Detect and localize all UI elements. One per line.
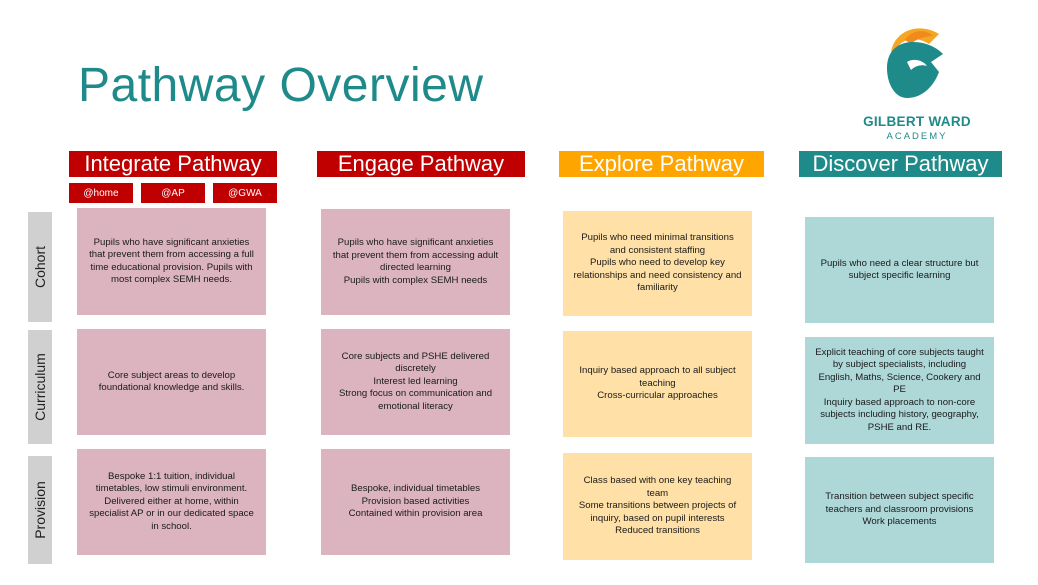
cell-curriculum-explore: Inquiry based approach to all subject teaching Cross-curricular approaches (563, 331, 752, 437)
cell-provision-integrate: Bespoke 1:1 tuition, individual timetables, low stimuli environment. Delivered either at home, within specialist AP or in our dedicated space in school. (77, 449, 266, 555)
row-label-provision: Provision (28, 456, 52, 564)
cell-provision-explore: Class based with one key teaching team Some transitions between projects of inquiry, based on pupil interests Reduced transitions (563, 453, 752, 560)
page-title: Pathway Overview (78, 59, 484, 112)
row-label-cohort: Cohort (28, 212, 52, 322)
cell-curriculum-engage: Core subjects and PSHE delivered discretely Interest led learning Strong focus on communication and emotional literacy (321, 329, 510, 435)
cell-cohort-discover: Pupils who need a clear structure but subject specific learning (805, 217, 994, 323)
engage-pathway-header: Engage Pathway (317, 151, 525, 177)
cell-provision-engage: Bespoke, individual timetables Provision based activities Contained within provision area (321, 449, 510, 555)
explore-pathway-header: Explore Pathway (559, 151, 764, 177)
tag-home: @home (69, 183, 133, 203)
logo-subtitle: ACADEMY (886, 131, 948, 142)
row-label-curriculum: Curriculum (28, 330, 52, 444)
cell-provision-discover: Transition between subject specific teachers and classroom provisions Work placements (805, 457, 994, 563)
cell-curriculum-discover: Explicit teaching of core subjects taught by subject specialists, including English, Maths, Science, Cookery and PE Inquiry based approach to non-core subjects including history, geography, PSHE and RE. (805, 337, 994, 444)
cell-curriculum-integrate: Core subject areas to develop foundational knowledge and skills. (77, 329, 266, 435)
cell-cohort-explore: Pupils who need minimal transitions and consistent staffing Pupils who need to develop key relationships and need consistency and familiarity (563, 211, 752, 316)
integrate-pathway-header: Integrate Pathway (69, 151, 277, 177)
cell-cohort-engage: Pupils who have significant anxieties that prevent them from accessing adult directed learning Pupils with complex SEMH needs (321, 209, 510, 315)
tag-ap: @AP (141, 183, 205, 203)
academy-logo (852, 18, 982, 148)
tag-gwa: @GWA (213, 183, 277, 203)
cell-cohort-integrate: Pupils who have significant anxieties that prevent them from accessing a full time educational provision. Pupils with most complex SEMH needs. (77, 208, 266, 315)
logo-name: GILBERT WARD (863, 114, 971, 129)
academy-logo-icon (877, 18, 957, 110)
discover-pathway-header: Discover Pathway (799, 151, 1002, 177)
